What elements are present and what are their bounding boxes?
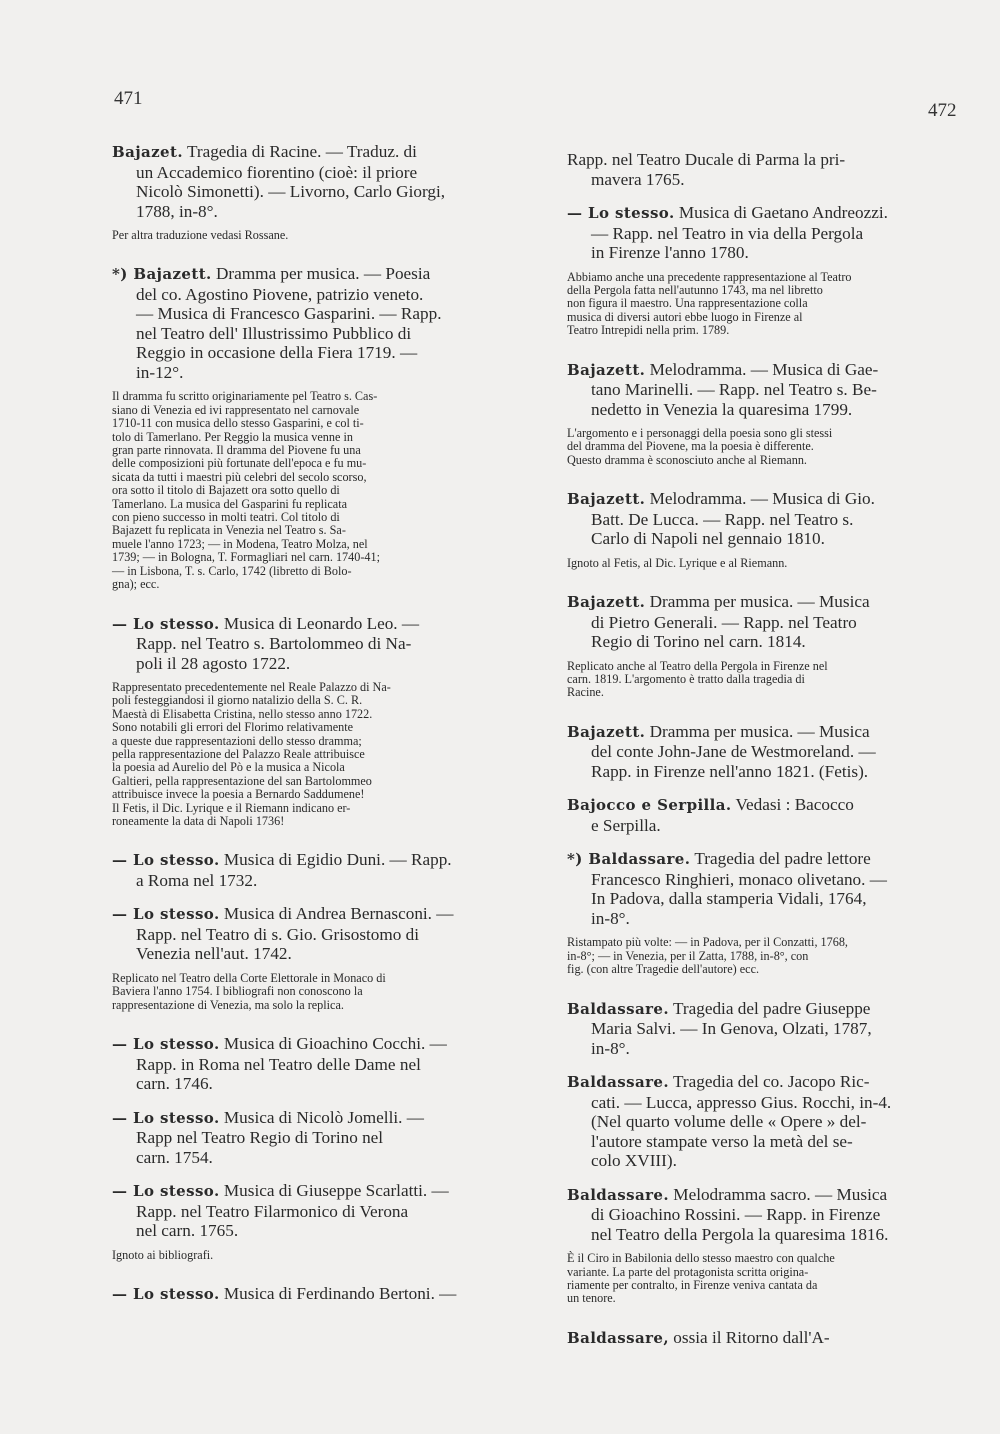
line-text: Replicato anche al Teatro della Pergola in Firenze nel [567, 658, 828, 673]
text-line [567, 510, 959, 530]
line-text: in-8°. [591, 908, 630, 928]
text-line [112, 1249, 512, 1262]
text-line [112, 142, 512, 163]
line-text: Rapp. nel Teatro s. Bartolommeo di Na- [136, 634, 412, 653]
bibliography-entry [112, 1181, 512, 1241]
text-line [112, 871, 512, 891]
text-line [112, 925, 512, 945]
line-text: a queste due rappresentazioni dello stesso dramma; [112, 733, 362, 748]
text-line [112, 1108, 512, 1129]
text-line [567, 632, 959, 652]
entry-heading: — Lo stesso. [112, 905, 220, 924]
line-text: Musica di Giuseppe Scarlatti. — [223, 1181, 449, 1201]
line-text: Questo dramma è sconosciuto anche al Riemann. [567, 452, 807, 467]
text-line [112, 511, 512, 524]
text-line [112, 761, 512, 774]
text-line [112, 748, 512, 761]
entry-note [112, 229, 512, 242]
entry-heading: Bajazett. [567, 360, 646, 379]
line-text: Musica di Andrea Bernasconi. — [223, 904, 454, 924]
text-line [567, 660, 959, 673]
line-text: Dramma per musica. — Musica [649, 721, 870, 741]
bibliography-entry [112, 904, 512, 964]
text-line [567, 1225, 959, 1245]
line-text: In Padova, dalla stamperia Vidali, 1764, [591, 889, 867, 909]
entry-heading: — Lo stesso. [112, 614, 220, 633]
bibliography-entry [567, 849, 959, 928]
line-text: Nicolò Simonetti). — Livorno, Carlo Giorgi, [136, 182, 446, 201]
line-text: Regio di Torino nel carn. 1814. [591, 632, 806, 652]
line-text: Melodramma sacro. — Musica [673, 1184, 888, 1204]
right-column [567, 150, 959, 1348]
line-text: Rapp. nel Teatro Ducale di Parma la pri- [567, 150, 846, 169]
line-text: della Pergola fatta nell'autunno 1743, ma nel libretto [567, 282, 823, 297]
text-line [567, 1266, 959, 1279]
text-line [567, 529, 959, 549]
line-text: Carlo di Napoli nel gennaio 1810. [591, 529, 825, 549]
entry-note [567, 271, 959, 338]
line-text: Venezia nell'aut. 1742. [136, 944, 292, 964]
text-line [567, 909, 959, 929]
line-text: carn. 1819. L'argomento è tratto dalla tragedia di [567, 672, 805, 687]
text-line [112, 285, 512, 305]
text-line [112, 417, 512, 430]
line-text: Rapp. nel Teatro Filarmonico di Verona [136, 1201, 409, 1221]
text-line [112, 431, 512, 444]
bibliography-entry [567, 999, 959, 1059]
line-text: con pieno successo in molti teatri. Col titolo di [112, 510, 340, 525]
line-text: fig. (con altre Tragedie dell'autore) ecc. [567, 962, 760, 977]
entry-note [567, 557, 959, 570]
text-line [567, 1151, 959, 1171]
entry-heading: Bajocco e Serpilla. [567, 796, 732, 815]
line-text: L'argomento e i personaggi della poesia sono gli stessi [567, 426, 833, 441]
entry-note [112, 390, 512, 591]
line-text: musica di diversi autori ebbe luogo in Firenze al [567, 309, 803, 324]
text-line [567, 380, 959, 400]
text-line [567, 150, 959, 170]
bibliography-entry [567, 1185, 959, 1245]
line-text: riamente per contralto, in Firenze veniva cantata da [567, 1277, 818, 1292]
line-text: gna); ecc. [112, 577, 160, 592]
text-line [112, 404, 512, 417]
line-text: carn. 1746. [136, 1074, 213, 1094]
entry-heading: — Lo stesso. [112, 1035, 220, 1054]
bibliography-entry [567, 1328, 959, 1349]
bibliography-entry [112, 614, 512, 674]
line-text: di Gioachino Rossini. — Rapp. in Firenze [591, 1205, 881, 1225]
text-line [567, 1205, 959, 1225]
line-text: Tamerlano. La musica del Gasparini fu replicata [112, 496, 348, 511]
text-line [567, 324, 959, 337]
text-line [567, 360, 959, 381]
text-line [567, 849, 959, 870]
text-line [567, 999, 959, 1020]
text-line [112, 363, 512, 383]
entry-heading: Bajazet. [112, 143, 183, 161]
line-text: Teatro Intrepidi nella prim. 1789. [567, 323, 730, 338]
line-text: Abbiamo anche una precedente rappresentazione al Teatro [567, 269, 852, 284]
text-line [567, 1039, 959, 1059]
line-text: Il Fetis, il Dic. Lyrique e il Riemann indicano er- [112, 800, 351, 815]
line-text: sicata da tutti i maestri più celebri del secolo scorso, [112, 469, 367, 484]
text-line [112, 565, 512, 578]
line-text: non figura il maestro. Una rappresentazione colla [567, 296, 808, 311]
bibliography-entry [567, 203, 959, 263]
line-text: cati. — Lucca, appresso Gius. Rocchi, in-4. [591, 1092, 892, 1112]
bibliography-entry [112, 850, 512, 890]
entry-heading: — Lo stesso. [112, 851, 220, 870]
line-text: Batt. De Lucca. — Rapp. nel Teatro s. [591, 509, 854, 529]
text-line [567, 489, 959, 510]
entry-heading: Baldassare. [567, 999, 669, 1018]
line-text: (Nel quarto volume delle « Opere » del- [591, 1112, 867, 1132]
text-line [112, 802, 512, 815]
line-text: Musica di Gioachino Cocchi. — [223, 1034, 447, 1054]
line-text: Ignoto al Fetis, al Dic. Lyrique e al Riemann. [567, 555, 788, 570]
entry-heading: Baldassare. [567, 1185, 669, 1204]
text-line [567, 1132, 959, 1152]
line-text: — Rapp. nel Teatro in via della Pergola [591, 223, 864, 243]
text-line [567, 400, 959, 420]
line-text: del dramma del Piovene, ma la poesia è differente. [567, 439, 814, 454]
line-text: Tragedia del co. Jacopo Ric- [672, 1072, 870, 1092]
text-line [567, 963, 959, 976]
bibliography-entry [567, 592, 959, 652]
line-text: Rappresentato precedentemente nel Reale Palazzo di Na- [112, 680, 391, 694]
entry-heading: Bajazett. [567, 722, 646, 741]
text-line [112, 708, 512, 721]
text-line [112, 1128, 512, 1148]
text-line [567, 297, 959, 310]
text-line [112, 264, 512, 285]
entry-note [567, 660, 959, 700]
text-line [567, 1112, 959, 1132]
bibliography-entry [567, 1072, 959, 1171]
page-number-left: 471 [114, 88, 143, 109]
text-line [567, 557, 959, 570]
entry-heading: *) Baldassare. [567, 850, 691, 869]
line-text: Rapp. in Roma nel Teatro delle Dame nel [136, 1054, 421, 1074]
text-line [112, 471, 512, 484]
line-text: del co. Agostino Piovene, patrizio veneto. [136, 284, 424, 304]
text-line [112, 972, 512, 985]
bibliography-entry [567, 150, 959, 189]
text-line [567, 592, 959, 613]
bibliography-entry [112, 142, 512, 221]
text-line [112, 815, 512, 828]
text-line [112, 775, 512, 788]
text-line [567, 1072, 959, 1093]
line-text: Sono notabili gli errori del Florimo relativamente [112, 720, 353, 735]
line-text: tano Marinelli. — Rapp. nel Teatro s. Be- [591, 380, 877, 400]
line-text: 1710-11 con musica dello stesso Gasparini, e col ti- [112, 416, 364, 431]
text-line [567, 1019, 959, 1039]
entry-heading: Bajazett. [567, 593, 646, 612]
line-text: attribuisce invece la poesia a Bernardo Saddumene! [112, 787, 365, 802]
entry-heading: Baldassare. [567, 1073, 669, 1092]
line-text: 1739; — in Bologna, T. Formagliari nel carn. 1740-41; [112, 550, 380, 565]
text-line [112, 614, 512, 635]
entry-note [567, 427, 959, 467]
line-text: Musica di Egidio Duni. — Rapp. [223, 850, 452, 870]
bibliography-entry [112, 264, 512, 382]
line-text: Tragedia del padre Giuseppe [672, 998, 871, 1018]
line-text: a Roma nel 1732. [136, 870, 258, 890]
text-line [567, 762, 959, 782]
text-line [567, 427, 959, 440]
text-line [112, 578, 512, 591]
entry-heading: Baldassare, [567, 1328, 669, 1347]
line-text: Musica di Ferdinando Bertoni. — [223, 1284, 457, 1304]
entry-heading: — Lo stesso. [112, 1182, 220, 1201]
text-line [112, 202, 512, 222]
line-text: in-8°. [591, 1038, 630, 1058]
line-text: Baviera l'anno 1754. I bibliografi non conoscono la [112, 984, 363, 999]
left-column [112, 142, 512, 1305]
line-text: in-12°. [136, 362, 184, 382]
line-text: del conte John-Jane de Westmoreland. — [591, 742, 876, 762]
entry-note [567, 1252, 959, 1306]
line-text: gran parte rinnovata. Il dramma del Piovene fu una [112, 443, 361, 458]
text-line [112, 788, 512, 801]
line-text: pella rappresentazione del Palazzo Reale attribuisce [112, 747, 365, 762]
line-text: nel Teatro dell' Illustrissimo Pubblico di [136, 323, 412, 343]
text-line [567, 224, 959, 244]
text-line [112, 1148, 512, 1168]
text-line [567, 1093, 959, 1113]
line-text: variante. La parte del protagonista scritta origina- [567, 1264, 809, 1279]
text-line [567, 816, 959, 836]
text-line [112, 182, 512, 202]
line-text: Maria Salvi. — In Genova, Olzati, 1787, [591, 1019, 872, 1039]
text-line [112, 1221, 512, 1241]
bibliography-entry [567, 722, 959, 782]
line-text: Per altra traduzione vedasi Rossane. [112, 228, 289, 242]
line-text: mavera 1765. [591, 169, 685, 189]
line-text: poli il 28 agosto 1722. [136, 653, 291, 673]
text-line [112, 551, 512, 564]
line-text: — in Lisbona, T. s. Carlo, 1742 (libretto di Bolo- [112, 563, 352, 578]
bibliography-entry [567, 489, 959, 549]
text-line [112, 850, 512, 871]
line-text: delle composizioni più fortunate dell'epoca e fu mu- [112, 456, 367, 471]
text-line [112, 1202, 512, 1222]
entry-note [112, 972, 512, 1012]
text-line [112, 1055, 512, 1075]
text-line [567, 454, 959, 467]
text-line [112, 1181, 512, 1202]
text-line [112, 681, 512, 694]
text-line [112, 390, 512, 403]
line-text: l'autore stampate verso la metà del se- [591, 1131, 853, 1151]
line-text: tolo di Tamerlano. Per Reggio la musica venne in [112, 429, 353, 444]
text-line [567, 203, 959, 224]
line-text: di Pietro Generali. — Rapp. nel Teatro [591, 612, 857, 632]
text-line [567, 271, 959, 284]
text-line [567, 673, 959, 686]
line-text: Il dramma fu scritto originariamente pel Teatro s. Cas- [112, 389, 378, 404]
bibliography-entry [567, 360, 959, 420]
line-text: Dramma per musica. — Musica [649, 592, 870, 612]
text-line [112, 1074, 512, 1094]
text-line [112, 1284, 512, 1305]
line-text: Rapp. in Firenze nell'anno 1821. (Fetis). [591, 761, 869, 781]
line-text: Racine. [567, 685, 604, 700]
line-text: colo XVIII). [591, 1151, 677, 1171]
text-line [112, 538, 512, 551]
line-text: Tragedia di Racine. — Traduz. di [186, 142, 417, 161]
text-line [112, 524, 512, 537]
text-line [112, 694, 512, 707]
line-text: Musica di Leonardo Leo. — [223, 613, 420, 633]
text-line [567, 742, 959, 762]
line-text: Bajazett fu replicata in Venezia nel Teatro s. Sa- [112, 523, 346, 538]
entry-heading: — Lo stesso. [112, 1108, 220, 1127]
line-text: ossia il Ritorno dall'A- [673, 1327, 830, 1347]
bibliography-entry [112, 1284, 512, 1305]
line-text: Dramma per musica. — Poesia [215, 264, 431, 284]
line-text: e Serpilla. [591, 815, 661, 835]
line-text: carn. 1754. [136, 1147, 213, 1167]
line-text: nedetto in Venezia la quaresima 1799. [591, 399, 853, 419]
line-text: Replicato nel Teatro della Corte Elettorale in Monaco di [112, 970, 386, 985]
text-line [112, 444, 512, 457]
line-text: Musica di Nicolò Jomelli. — [223, 1107, 424, 1127]
line-text: nel carn. 1765. [136, 1221, 239, 1241]
text-line [567, 284, 959, 297]
line-text: nel Teatro della Pergola la quaresima 1816. [591, 1224, 889, 1244]
line-text: 1788, in-8°. [136, 201, 218, 221]
text-line [112, 721, 512, 734]
line-text: in-8°; — in Venezia, per il Zatta, 1788, in-8°, con [567, 948, 809, 963]
text-line [112, 654, 512, 674]
text-line [112, 904, 512, 925]
line-text: un Accademico fiorentino (cioè: il priore [136, 162, 418, 182]
text-line [112, 985, 512, 998]
text-line [112, 229, 512, 242]
text-line [567, 1292, 959, 1305]
text-line [567, 722, 959, 743]
text-line [112, 944, 512, 964]
text-line [112, 1034, 512, 1055]
bibliography-entry [112, 1108, 512, 1168]
text-line [567, 613, 959, 633]
text-line [112, 735, 512, 748]
line-text: siano di Venezia ed ivi rappresentato nel carnovale [112, 402, 360, 417]
line-text: la poesia ad Aurelio del Pò e la musica a Nicola [112, 760, 345, 775]
page-number-right: 472 [928, 100, 957, 121]
text-line [112, 324, 512, 344]
entry-note [567, 936, 959, 976]
line-text: È il Ciro in Babilonia dello stesso maestro con qualche [567, 1251, 835, 1266]
entry-note [112, 681, 512, 828]
line-text: Galtieri, pella rappresentazione del san Bartolommeo [112, 773, 372, 788]
entry-heading: Bajazett. [567, 490, 646, 509]
line-text: Vedasi : Bacocco [735, 795, 854, 815]
text-line [567, 950, 959, 963]
line-text: Tragedia del padre lettore [694, 849, 871, 869]
line-text: — Musica di Francesco Gasparini. — Rapp. [136, 304, 442, 324]
entry-heading: — Lo stesso. [567, 204, 675, 222]
text-line [567, 1185, 959, 1206]
line-text: muele l'anno 1723; — in Modena, Teatro Molza, nel [112, 536, 368, 551]
text-line [112, 999, 512, 1012]
line-text: in Firenze l'anno 1780. [591, 243, 749, 262]
text-line [567, 889, 959, 909]
text-line [567, 311, 959, 324]
text-line [112, 457, 512, 470]
line-text: Ristampato più volte: — in Padova, per il Conzatti, 1768, [567, 935, 848, 950]
text-line [112, 634, 512, 654]
text-line [112, 304, 512, 324]
line-text: un tenore. [567, 1291, 616, 1306]
line-text: roneamente la data di Napoli 1736! [112, 814, 285, 829]
line-text: Musica di Gaetano Andreozzi. [678, 203, 888, 222]
line-text: Francesco Ringhieri, monaco olivetano. — [591, 869, 887, 889]
line-text: Ignoto ai bibliografi. [112, 1247, 214, 1262]
text-line [567, 170, 959, 190]
line-text: Rapp nel Teatro Regio di Torino nel [136, 1128, 384, 1148]
text-line [112, 484, 512, 497]
text-line [567, 243, 959, 263]
text-line [567, 870, 959, 890]
text-line [567, 795, 959, 816]
line-text: poli festeggiandosi il giorno natalizio della S. C. R. [112, 693, 363, 708]
line-text: Rapp. nel Teatro di s. Gio. Grisostomo di [136, 924, 420, 944]
bibliography-entry [112, 1034, 512, 1094]
line-text: Melodramma. — Musica di Gio. [649, 489, 875, 509]
bibliography-entry [567, 795, 959, 835]
text-line [112, 163, 512, 183]
line-text: Melodramma. — Musica di Gae- [649, 359, 879, 379]
entry-note [112, 1249, 512, 1262]
text-line [567, 936, 959, 949]
text-line [112, 498, 512, 511]
entry-heading: *) Bajazett. [112, 265, 212, 284]
line-text: Reggio in occasione della Fiera 1719. — [136, 343, 418, 363]
line-text: rappresentazione di Venezia, ma solo la replica. [112, 997, 344, 1012]
entry-heading: — Lo stesso. [112, 1285, 220, 1304]
text-line [567, 686, 959, 699]
text-line [112, 343, 512, 363]
text-line [567, 440, 959, 453]
text-line [567, 1328, 959, 1349]
line-text: ora sotto il titolo di Bajazett ora sotto quello di [112, 483, 340, 498]
line-text: Maestà di Elisabetta Cristina, nello stesso anno 1722. [112, 706, 373, 721]
text-line [567, 1252, 959, 1265]
text-line [567, 1279, 959, 1292]
